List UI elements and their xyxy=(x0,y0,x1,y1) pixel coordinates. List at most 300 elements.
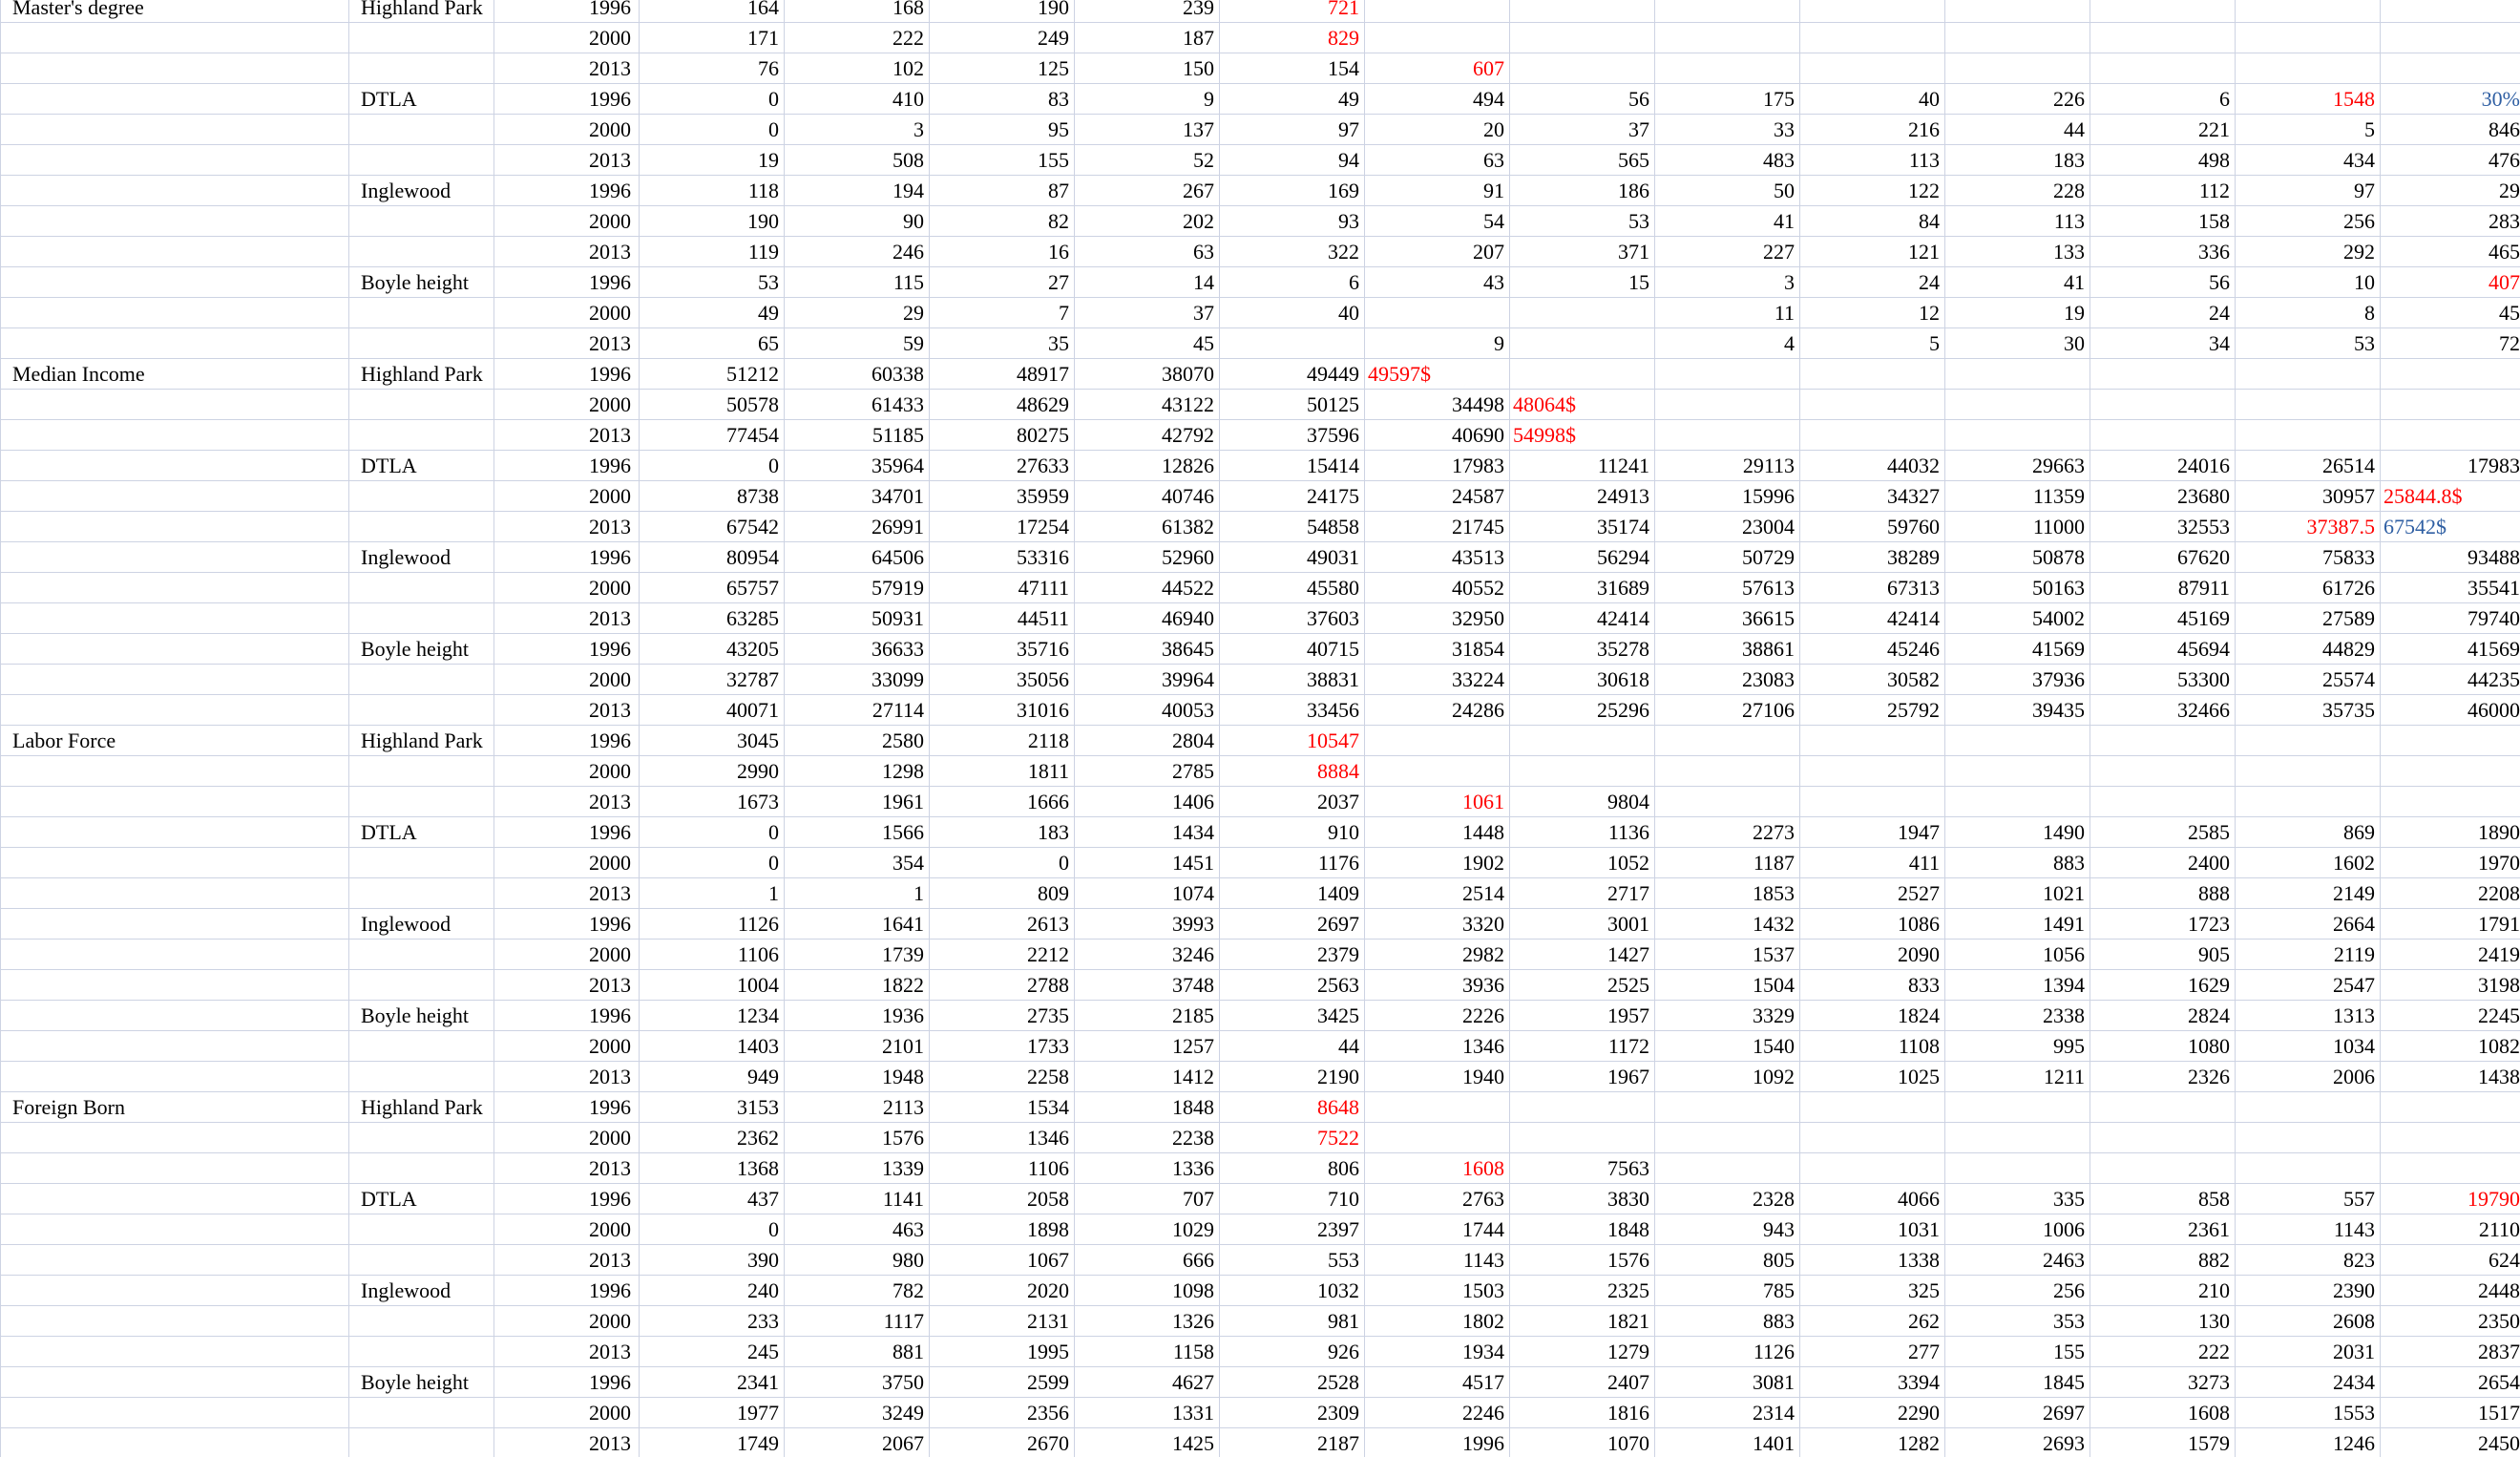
value-cell[interactable]: 483 xyxy=(1655,145,1800,176)
value-cell[interactable]: 40071 xyxy=(640,695,785,726)
value-cell[interactable]: 54858 xyxy=(1220,512,1365,542)
value-cell[interactable]: 31689 xyxy=(1510,573,1655,603)
category-cell[interactable] xyxy=(1,1184,349,1214)
value-cell[interactable]: 1961 xyxy=(785,787,930,817)
value-cell[interactable]: 9804 xyxy=(1510,787,1655,817)
value-cell[interactable] xyxy=(1800,1123,1945,1153)
value-cell[interactable]: 45694 xyxy=(2090,634,2236,665)
area-cell[interactable] xyxy=(349,1428,494,1457)
value-cell[interactable]: 42414 xyxy=(1800,603,1945,634)
area-cell[interactable]: DTLA xyxy=(349,451,494,481)
value-cell[interactable]: 27114 xyxy=(785,695,930,726)
value-cell[interactable]: 51185 xyxy=(785,420,930,451)
value-cell[interactable]: 1394 xyxy=(1945,970,2090,1001)
value-cell[interactable]: 3320 xyxy=(1365,909,1510,940)
value-cell[interactable]: 190 xyxy=(930,0,1075,23)
value-cell[interactable]: 45580 xyxy=(1220,573,1365,603)
value-cell[interactable]: 256 xyxy=(2236,206,2381,237)
value-cell[interactable]: 33 xyxy=(1655,115,1800,145)
value-cell[interactable]: 50578 xyxy=(640,390,785,420)
value-cell[interactable] xyxy=(1510,328,1655,359)
value-cell[interactable] xyxy=(1365,23,1510,53)
value-cell[interactable]: 49449 xyxy=(1220,359,1365,390)
value-cell[interactable]: 498 xyxy=(2090,145,2236,176)
value-cell[interactable]: 29663 xyxy=(1945,451,2090,481)
value-cell[interactable]: 1534 xyxy=(930,1092,1075,1123)
value-cell[interactable]: 1211 xyxy=(1945,1062,2090,1092)
value-cell[interactable]: 2314 xyxy=(1655,1398,1800,1428)
value-cell[interactable]: 53300 xyxy=(2090,665,2236,695)
value-cell[interactable]: 1848 xyxy=(1510,1214,1655,1245)
value-cell[interactable]: 16 xyxy=(930,237,1075,267)
value-cell[interactable]: 15 xyxy=(1510,267,1655,298)
value-cell[interactable]: 1032 xyxy=(1220,1276,1365,1306)
value-cell[interactable]: 35278 xyxy=(1510,634,1655,665)
value-cell[interactable]: 2020 xyxy=(930,1276,1075,1306)
area-cell[interactable] xyxy=(349,756,494,787)
value-cell[interactable]: 0 xyxy=(640,848,785,878)
year-cell[interactable]: 1996 xyxy=(494,176,640,206)
value-cell[interactable]: 1432 xyxy=(1655,909,1800,940)
value-cell[interactable]: 335 xyxy=(1945,1184,2090,1214)
value-cell[interactable] xyxy=(1945,420,2090,451)
value-cell[interactable]: 3993 xyxy=(1075,909,1220,940)
value-cell[interactable]: 1491 xyxy=(1945,909,2090,940)
value-cell[interactable]: 2697 xyxy=(1220,909,1365,940)
value-cell[interactable]: 980 xyxy=(785,1245,930,1276)
value-cell[interactable]: 2119 xyxy=(2236,940,2381,970)
value-cell[interactable]: 19 xyxy=(640,145,785,176)
value-cell[interactable]: 202 xyxy=(1075,206,1220,237)
value-cell[interactable]: 809 xyxy=(930,878,1075,909)
value-cell[interactable]: 2693 xyxy=(1945,1428,2090,1457)
value-cell[interactable]: 41569 xyxy=(2381,634,2520,665)
value-cell[interactable]: 17983 xyxy=(2381,451,2520,481)
value-cell[interactable]: 14 xyxy=(1075,267,1220,298)
value-cell[interactable]: 1995 xyxy=(930,1337,1075,1367)
value-cell[interactable]: 30957 xyxy=(2236,481,2381,512)
category-cell[interactable] xyxy=(1,848,349,878)
value-cell[interactable]: 233 xyxy=(640,1306,785,1337)
value-cell[interactable]: 41 xyxy=(1945,267,2090,298)
value-cell[interactable] xyxy=(2381,1092,2520,1123)
value-cell[interactable] xyxy=(2236,420,2381,451)
value-cell[interactable]: 83 xyxy=(930,84,1075,115)
area-cell[interactable] xyxy=(349,390,494,420)
value-cell[interactable]: 410 xyxy=(785,84,930,115)
value-cell[interactable]: 336 xyxy=(2090,237,2236,267)
value-cell[interactable]: 262 xyxy=(1800,1306,1945,1337)
value-cell[interactable]: 1940 xyxy=(1365,1062,1510,1092)
value-cell[interactable] xyxy=(2090,726,2236,756)
value-cell[interactable] xyxy=(1945,359,2090,390)
value-cell[interactable]: 46940 xyxy=(1075,603,1220,634)
value-cell[interactable]: 2361 xyxy=(2090,1214,2236,1245)
value-cell[interactable] xyxy=(1510,756,1655,787)
value-cell[interactable]: 40690 xyxy=(1365,420,1510,451)
value-cell[interactable]: 44 xyxy=(1220,1031,1365,1062)
value-cell[interactable]: 2419 xyxy=(2381,940,2520,970)
value-cell[interactable]: 2400 xyxy=(2090,848,2236,878)
value-cell[interactable]: 45246 xyxy=(1800,634,1945,665)
value-cell[interactable]: 465 xyxy=(2381,237,2520,267)
value-cell[interactable]: 437 xyxy=(640,1184,785,1214)
value-cell[interactable]: 27106 xyxy=(1655,695,1800,726)
value-cell[interactable]: 64506 xyxy=(785,542,930,573)
value-cell[interactable]: 2090 xyxy=(1800,940,1945,970)
value-cell[interactable]: 31854 xyxy=(1365,634,1510,665)
value-cell[interactable]: 353 xyxy=(1945,1306,2090,1337)
value-cell[interactable]: 12826 xyxy=(1075,451,1220,481)
value-cell[interactable]: 1143 xyxy=(1365,1245,1510,1276)
value-cell[interactable]: 981 xyxy=(1220,1306,1365,1337)
value-cell[interactable]: 44032 xyxy=(1800,451,1945,481)
value-cell[interactable]: 1106 xyxy=(640,940,785,970)
value-cell[interactable]: 37 xyxy=(1075,298,1220,328)
value-cell[interactable]: 50931 xyxy=(785,603,930,634)
value-cell[interactable]: 1608 xyxy=(1365,1153,1510,1184)
value-cell[interactable]: 1338 xyxy=(1800,1245,1945,1276)
value-cell[interactable]: 48064$ xyxy=(1510,390,1655,420)
value-cell[interactable] xyxy=(1220,328,1365,359)
value-cell[interactable]: 2613 xyxy=(930,909,1075,940)
value-cell[interactable]: 1744 xyxy=(1365,1214,1510,1245)
value-cell[interactable]: 806 xyxy=(1220,1153,1365,1184)
value-cell[interactable]: 23083 xyxy=(1655,665,1800,695)
value-cell[interactable] xyxy=(1655,726,1800,756)
value-cell[interactable]: 119 xyxy=(640,237,785,267)
value-cell[interactable]: 1947 xyxy=(1800,817,1945,848)
value-cell[interactable]: 3936 xyxy=(1365,970,1510,1001)
value-cell[interactable]: 1346 xyxy=(930,1123,1075,1153)
value-cell[interactable]: 1074 xyxy=(1075,878,1220,909)
value-cell[interactable]: 82 xyxy=(930,206,1075,237)
area-cell[interactable] xyxy=(349,298,494,328)
value-cell[interactable]: 40552 xyxy=(1365,573,1510,603)
value-cell[interactable]: 50125 xyxy=(1220,390,1365,420)
value-cell[interactable]: 227 xyxy=(1655,237,1800,267)
value-cell[interactable] xyxy=(1655,756,1800,787)
value-cell[interactable] xyxy=(1655,53,1800,84)
year-cell[interactable]: 2013 xyxy=(494,787,640,817)
category-cell[interactable] xyxy=(1,176,349,206)
value-cell[interactable]: 150 xyxy=(1075,53,1220,84)
value-cell[interactable] xyxy=(1945,1153,2090,1184)
value-cell[interactable] xyxy=(1510,298,1655,328)
category-cell[interactable] xyxy=(1,420,349,451)
year-cell[interactable]: 2000 xyxy=(494,115,640,145)
value-cell[interactable]: 1438 xyxy=(2381,1062,2520,1092)
value-cell[interactable]: 34701 xyxy=(785,481,930,512)
value-cell[interactable]: 9 xyxy=(1075,84,1220,115)
value-cell[interactable]: 1566 xyxy=(785,817,930,848)
value-cell[interactable]: 40715 xyxy=(1220,634,1365,665)
value-cell[interactable]: 3045 xyxy=(640,726,785,756)
value-cell[interactable]: 54998$ xyxy=(1510,420,1655,451)
area-cell[interactable]: DTLA xyxy=(349,817,494,848)
value-cell[interactable]: 15996 xyxy=(1655,481,1800,512)
value-cell[interactable]: 785 xyxy=(1655,1276,1800,1306)
value-cell[interactable] xyxy=(1800,420,1945,451)
year-cell[interactable]: 1996 xyxy=(494,1092,640,1123)
year-cell[interactable]: 2013 xyxy=(494,328,640,359)
area-cell[interactable]: Boyle height xyxy=(349,634,494,665)
value-cell[interactable]: 1957 xyxy=(1510,1001,1655,1031)
value-cell[interactable]: 805 xyxy=(1655,1245,1800,1276)
value-cell[interactable]: 65757 xyxy=(640,573,785,603)
value-cell[interactable]: 1425 xyxy=(1075,1428,1220,1457)
value-cell[interactable]: 19 xyxy=(1945,298,2090,328)
value-cell[interactable]: 59 xyxy=(785,328,930,359)
area-cell[interactable] xyxy=(349,603,494,634)
category-cell[interactable] xyxy=(1,1123,349,1153)
value-cell[interactable]: 2982 xyxy=(1365,940,1510,970)
value-cell[interactable]: 125 xyxy=(930,53,1075,84)
year-cell[interactable]: 2013 xyxy=(494,1337,640,1367)
value-cell[interactable]: 1031 xyxy=(1800,1214,1945,1245)
value-cell[interactable]: 67620 xyxy=(2090,542,2236,573)
value-cell[interactable]: 1029 xyxy=(1075,1214,1220,1245)
value-cell[interactable] xyxy=(2381,420,2520,451)
value-cell[interactable]: 240 xyxy=(640,1276,785,1306)
value-cell[interactable]: 20 xyxy=(1365,115,1510,145)
value-cell[interactable]: 1890 xyxy=(2381,817,2520,848)
value-cell[interactable]: 24 xyxy=(2090,298,2236,328)
value-cell[interactable]: 194 xyxy=(785,176,930,206)
value-cell[interactable] xyxy=(2090,1092,2236,1123)
value-cell[interactable]: 41569 xyxy=(1945,634,2090,665)
value-cell[interactable]: 2356 xyxy=(930,1398,1075,1428)
value-cell[interactable]: 2350 xyxy=(2381,1306,2520,1337)
value-cell[interactable]: 553 xyxy=(1220,1245,1365,1276)
value-cell[interactable]: 27 xyxy=(930,267,1075,298)
value-cell[interactable]: 8648 xyxy=(1220,1092,1365,1123)
value-cell[interactable]: 130 xyxy=(2090,1306,2236,1337)
value-cell[interactable]: 3 xyxy=(785,115,930,145)
value-cell[interactable]: 35716 xyxy=(930,634,1075,665)
value-cell[interactable]: 102 xyxy=(785,53,930,84)
value-cell[interactable]: 411 xyxy=(1800,848,1945,878)
year-cell[interactable]: 2013 xyxy=(494,878,640,909)
value-cell[interactable]: 43205 xyxy=(640,634,785,665)
value-cell[interactable]: 34327 xyxy=(1800,481,1945,512)
area-cell[interactable]: DTLA xyxy=(349,1184,494,1214)
value-cell[interactable]: 1117 xyxy=(785,1306,930,1337)
value-cell[interactable]: 186 xyxy=(1510,176,1655,206)
category-cell[interactable] xyxy=(1,1367,349,1398)
area-cell[interactable] xyxy=(349,695,494,726)
value-cell[interactable] xyxy=(2090,420,2236,451)
value-cell[interactable]: 710 xyxy=(1220,1184,1365,1214)
value-cell[interactable]: 3081 xyxy=(1655,1367,1800,1398)
category-cell[interactable] xyxy=(1,1306,349,1337)
value-cell[interactable]: 44522 xyxy=(1075,573,1220,603)
year-cell[interactable]: 2013 xyxy=(494,695,640,726)
year-cell[interactable]: 2000 xyxy=(494,390,640,420)
value-cell[interactable]: 943 xyxy=(1655,1214,1800,1245)
value-cell[interactable]: 1811 xyxy=(930,756,1075,787)
value-cell[interactable] xyxy=(2381,0,2520,23)
value-cell[interactable] xyxy=(2381,787,2520,817)
year-cell[interactable]: 1996 xyxy=(494,0,640,23)
value-cell[interactable]: 2058 xyxy=(930,1184,1075,1214)
value-cell[interactable]: 2448 xyxy=(2381,1276,2520,1306)
value-cell[interactable]: 1666 xyxy=(930,787,1075,817)
value-cell[interactable]: 1403 xyxy=(640,1031,785,1062)
value-cell[interactable]: 1517 xyxy=(2381,1398,2520,1428)
value-cell[interactable]: 25844.8$ xyxy=(2381,481,2520,512)
value-cell[interactable]: 31016 xyxy=(930,695,1075,726)
area-cell[interactable]: Highland Park xyxy=(349,0,494,23)
value-cell[interactable] xyxy=(2090,53,2236,84)
value-cell[interactable]: 45169 xyxy=(2090,603,2236,634)
value-cell[interactable]: 1339 xyxy=(785,1153,930,1184)
value-cell[interactable]: 56294 xyxy=(1510,542,1655,573)
value-cell[interactable] xyxy=(1655,1123,1800,1153)
value-cell[interactable]: 1641 xyxy=(785,909,930,940)
value-cell[interactable]: 1537 xyxy=(1655,940,1800,970)
value-cell[interactable]: 2118 xyxy=(930,726,1075,756)
value-cell[interactable]: 30 xyxy=(1945,328,2090,359)
value-cell[interactable]: 187 xyxy=(1075,23,1220,53)
category-cell[interactable] xyxy=(1,1031,349,1062)
value-cell[interactable]: 1067 xyxy=(930,1245,1075,1276)
year-cell[interactable]: 1996 xyxy=(494,359,640,390)
value-cell[interactable]: 49 xyxy=(640,298,785,328)
area-cell[interactable] xyxy=(349,145,494,176)
area-cell[interactable] xyxy=(349,53,494,84)
value-cell[interactable]: 2246 xyxy=(1365,1398,1510,1428)
value-cell[interactable]: 666 xyxy=(1075,1245,1220,1276)
area-cell[interactable]: Inglewood xyxy=(349,542,494,573)
value-cell[interactable] xyxy=(2236,359,2381,390)
value-cell[interactable]: 113 xyxy=(1800,145,1945,176)
value-cell[interactable]: 1409 xyxy=(1220,878,1365,909)
value-cell[interactable]: 2599 xyxy=(930,1367,1075,1398)
value-cell[interactable]: 25574 xyxy=(2236,665,2381,695)
value-cell[interactable]: 40053 xyxy=(1075,695,1220,726)
value-cell[interactable]: 29 xyxy=(2381,176,2520,206)
area-cell[interactable]: Boyle height xyxy=(349,267,494,298)
value-cell[interactable]: 239 xyxy=(1075,0,1220,23)
value-cell[interactable]: 1052 xyxy=(1510,848,1655,878)
value-cell[interactable]: 52 xyxy=(1075,145,1220,176)
value-cell[interactable]: 23004 xyxy=(1655,512,1800,542)
year-cell[interactable]: 2013 xyxy=(494,970,640,1001)
value-cell[interactable]: 94 xyxy=(1220,145,1365,176)
value-cell[interactable]: 169 xyxy=(1220,176,1365,206)
value-cell[interactable] xyxy=(2236,1123,2381,1153)
value-cell[interactable]: 1504 xyxy=(1655,970,1800,1001)
value-cell[interactable]: 7522 xyxy=(1220,1123,1365,1153)
value-cell[interactable]: 44 xyxy=(1945,115,2090,145)
area-cell[interactable] xyxy=(349,665,494,695)
value-cell[interactable]: 2654 xyxy=(2381,1367,2520,1398)
value-cell[interactable]: 1098 xyxy=(1075,1276,1220,1306)
value-cell[interactable]: 1006 xyxy=(1945,1214,2090,1245)
value-cell[interactable]: 95 xyxy=(930,115,1075,145)
value-cell[interactable]: 24587 xyxy=(1365,481,1510,512)
year-cell[interactable]: 2000 xyxy=(494,756,640,787)
value-cell[interactable]: 1739 xyxy=(785,940,930,970)
value-cell[interactable]: 34498 xyxy=(1365,390,1510,420)
value-cell[interactable]: 565 xyxy=(1510,145,1655,176)
value-cell[interactable]: 2785 xyxy=(1075,756,1220,787)
value-cell[interactable]: 2212 xyxy=(930,940,1075,970)
value-cell[interactable]: 33456 xyxy=(1220,695,1365,726)
value-cell[interactable]: 4627 xyxy=(1075,1367,1220,1398)
value-cell[interactable]: 0 xyxy=(640,451,785,481)
value-cell[interactable]: 2113 xyxy=(785,1092,930,1123)
year-cell[interactable]: 2013 xyxy=(494,603,640,634)
value-cell[interactable]: 93 xyxy=(1220,206,1365,237)
value-cell[interactable]: 1948 xyxy=(785,1062,930,1092)
value-cell[interactable] xyxy=(1510,1123,1655,1153)
year-cell[interactable]: 2013 xyxy=(494,512,640,542)
value-cell[interactable]: 38070 xyxy=(1075,359,1220,390)
value-cell[interactable]: 910 xyxy=(1220,817,1365,848)
value-cell[interactable]: 2563 xyxy=(1220,970,1365,1001)
value-cell[interactable]: 57613 xyxy=(1655,573,1800,603)
value-cell[interactable]: 46000 xyxy=(2381,695,2520,726)
category-cell[interactable] xyxy=(1,298,349,328)
value-cell[interactable]: 3 xyxy=(1655,267,1800,298)
value-cell[interactable]: 32466 xyxy=(2090,695,2236,726)
value-cell[interactable]: 15414 xyxy=(1220,451,1365,481)
value-cell[interactable] xyxy=(2090,1153,2236,1184)
area-cell[interactable] xyxy=(349,1214,494,1245)
value-cell[interactable] xyxy=(1800,756,1945,787)
value-cell[interactable]: 1451 xyxy=(1075,848,1220,878)
value-cell[interactable]: 41 xyxy=(1655,206,1800,237)
value-cell[interactable]: 2309 xyxy=(1220,1398,1365,1428)
value-cell[interactable] xyxy=(1365,756,1510,787)
area-cell[interactable] xyxy=(349,512,494,542)
value-cell[interactable]: 2763 xyxy=(1365,1184,1510,1214)
value-cell[interactable]: 80954 xyxy=(640,542,785,573)
value-cell[interactable]: 50163 xyxy=(1945,573,2090,603)
value-cell[interactable]: 1176 xyxy=(1220,848,1365,878)
value-cell[interactable]: 2717 xyxy=(1510,878,1655,909)
value-cell[interactable]: 24016 xyxy=(2090,451,2236,481)
value-cell[interactable]: 35541 xyxy=(2381,573,2520,603)
value-cell[interactable]: 2525 xyxy=(1510,970,1655,1001)
value-cell[interactable]: 1061 xyxy=(1365,787,1510,817)
value-cell[interactable]: 59760 xyxy=(1800,512,1945,542)
value-cell[interactable]: 51212 xyxy=(640,359,785,390)
value-cell[interactable]: 883 xyxy=(1655,1306,1800,1337)
value-cell[interactable] xyxy=(1655,0,1800,23)
value-cell[interactable] xyxy=(1655,1092,1800,1123)
value-cell[interactable]: 30618 xyxy=(1510,665,1655,695)
value-cell[interactable]: 35964 xyxy=(785,451,930,481)
value-cell[interactable]: 65 xyxy=(640,328,785,359)
value-cell[interactable]: 52960 xyxy=(1075,542,1220,573)
value-cell[interactable]: 1936 xyxy=(785,1001,930,1031)
category-cell[interactable] xyxy=(1,1001,349,1031)
value-cell[interactable] xyxy=(2090,756,2236,787)
category-cell[interactable]: Master's degree xyxy=(1,0,349,23)
value-cell[interactable] xyxy=(1945,53,2090,84)
value-cell[interactable]: 407 xyxy=(2381,267,2520,298)
year-cell[interactable]: 2013 xyxy=(494,1153,640,1184)
value-cell[interactable] xyxy=(2236,390,2381,420)
value-cell[interactable]: 508 xyxy=(785,145,930,176)
value-cell[interactable] xyxy=(1510,726,1655,756)
area-cell[interactable]: DTLA xyxy=(349,84,494,115)
value-cell[interactable]: 3153 xyxy=(640,1092,785,1123)
value-cell[interactable]: 2131 xyxy=(930,1306,1075,1337)
